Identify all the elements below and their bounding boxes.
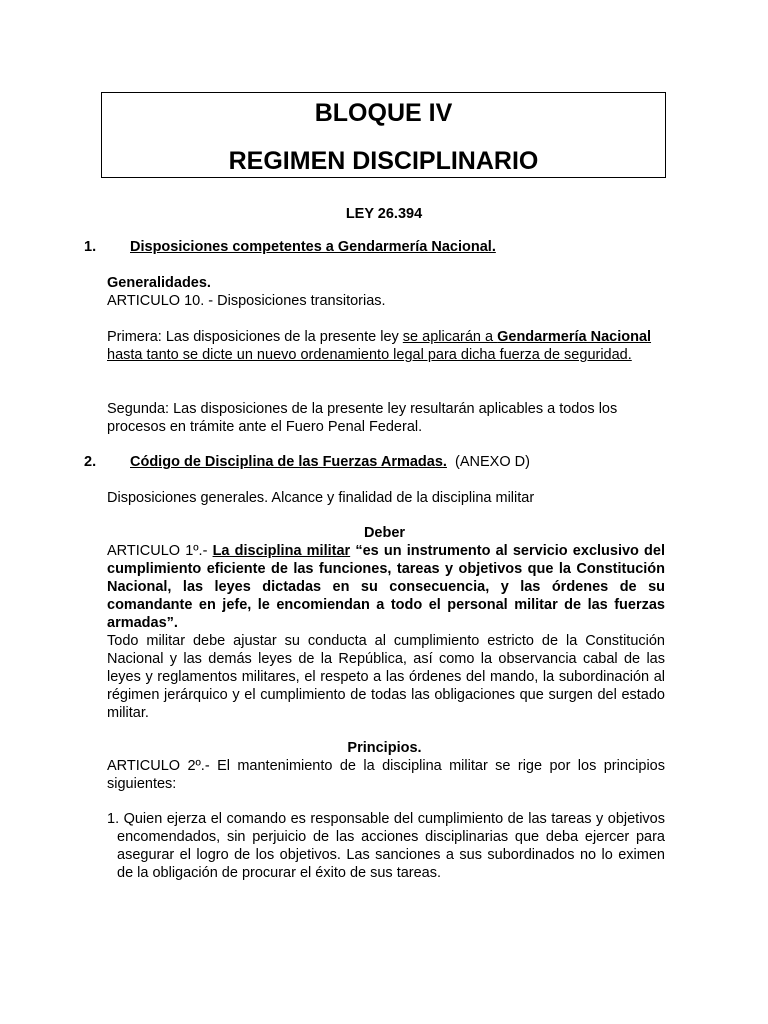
segunda-paragraph: Segunda: Las disposiciones de la presente ley resultarán aplicables a todos los procesos en trámite ante el Fuero Penal Federal. — [107, 401, 618, 435]
section-1-number: 1. — [84, 239, 97, 255]
section-2-heading: Código de Disciplina de las Fuerzas Armadas. — [130, 454, 447, 470]
section-1-heading: Disposiciones competentes a Gendarmería Nacional. — [130, 239, 496, 255]
page-title: REGIMEN DISCIPLINARIO — [228, 147, 539, 175]
article-2: ARTICULO 2º.- El mantenimiento de la disciplina militar se rige por los principios siguientes: — [107, 758, 665, 792]
title-box — [101, 92, 666, 178]
generalidades-heading: Generalidades. — [107, 275, 211, 291]
article-1: ARTICULO 1º.- La disciplina militar “es un instrumento al servicio exclusivo del cumplimiento eficiente de las funciones, tareas y objetivos que la Constitución Nacional, las leyes dictadas en su consecuencia, y las órdenes de su comandante en jefe, le encomiendan a todo el personal militar de las fuerzas armadas”. — [107, 543, 665, 631]
block-number: BLOQUE IV — [314, 99, 453, 127]
principios-heading: Principios. — [347, 740, 422, 756]
section-2-heading-line — [130, 453, 530, 471]
general-provisions: Disposiciones generales. Alcance y finalidad de la disciplina militar — [107, 490, 535, 506]
article-10: ARTICULO 10. - Disposiciones transitorias. — [107, 293, 386, 309]
annex-label: (ANEXO D) — [455, 454, 530, 470]
primera-paragraph: Primera: Las disposiciones de la presente ley se aplicarán a Gendarmería Nacional hasta tanto se dicte un nuevo ordenamiento legal para dicha fuerza de seguridad. — [107, 329, 652, 363]
deber-heading: Deber — [363, 525, 406, 541]
law-number: LEY 26.394 — [345, 206, 423, 222]
section-2-number: 2. — [84, 454, 97, 470]
article-1-paragraph: Todo militar debe ajustar su conducta al cumplimiento estricto de la Constitución Nacional y las demás leyes de la República, así como la observancia cabal de las leyes y reglamentos militares, el respeto a las órdenes del mando, la subordinación al régimen jerárquico y el cumplimiento de todas las obligaciones que surgen del estado militar. — [107, 633, 665, 721]
principle-item-1: 1. Quien ejerza el comando es responsable del cumplimiento de las tareas y objetivos encomendados, sin perjuicio de las acciones disciplinarias que deba ejercer para asegurar el logro de los objetivos. Las sanciones a sus subordinados no lo eximen de la obligación de procurar el éxito de sus tareas. — [107, 811, 665, 881]
